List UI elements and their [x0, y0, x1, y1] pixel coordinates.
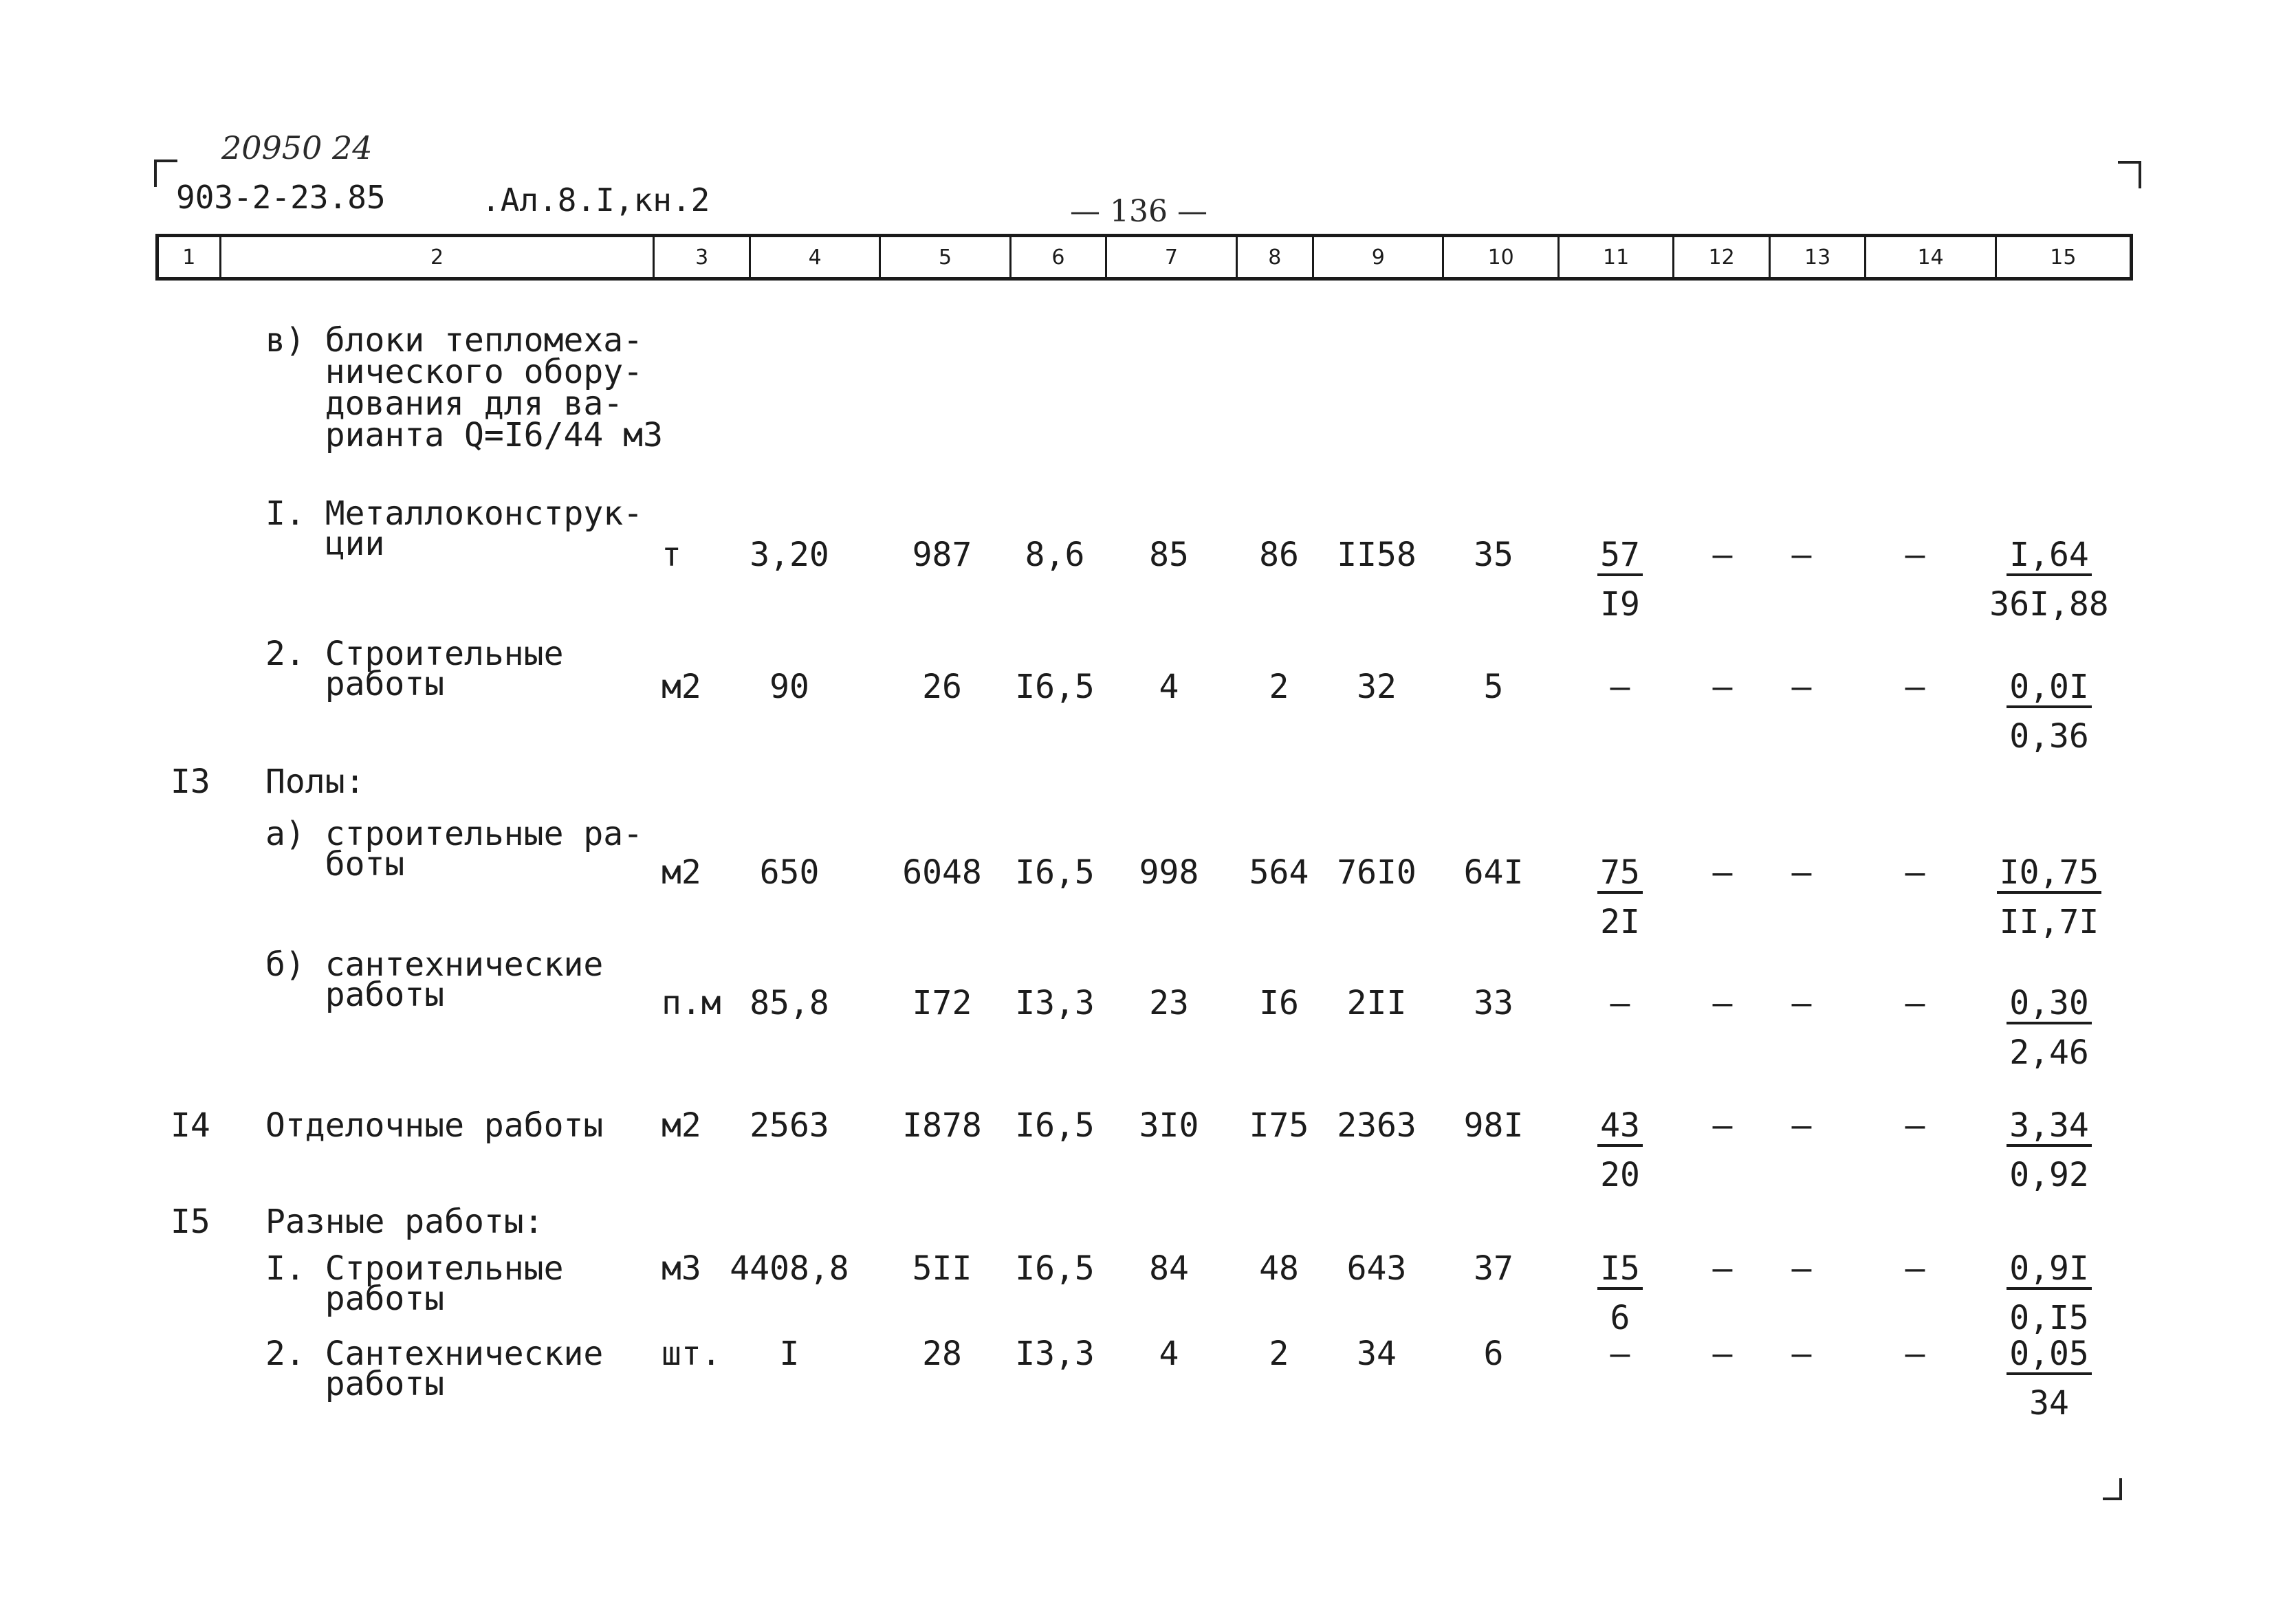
cell-unit: шт.	[662, 1335, 721, 1373]
column-header-1: 1	[182, 245, 196, 270]
cell-c5: 5II	[912, 1249, 972, 1288]
cell-c14: –	[1905, 1335, 1925, 1373]
cell-c9: 76I0	[1337, 853, 1417, 892]
cell-c9: 2363	[1337, 1106, 1417, 1145]
cell-c7: 4	[1159, 1335, 1179, 1373]
cell-c6: I6,5	[1015, 668, 1095, 706]
cell-c13: –	[1791, 984, 1812, 1022]
cell-c15-denominator: 36I,88	[1989, 585, 2109, 624]
cell-c12: –	[1712, 536, 1733, 574]
item-label-line: работы	[265, 1280, 445, 1318]
item-label-line: б) сантехнические	[265, 945, 604, 984]
cell-c13: –	[1791, 853, 1812, 892]
cell-c11-numerator: 57	[1597, 538, 1643, 576]
item-label-line: Разные работы:	[265, 1203, 544, 1241]
cell-c15-numerator: I0,75	[1997, 855, 2102, 894]
item-label-line: Отделочные работы	[265, 1106, 604, 1145]
item-number: I4	[171, 1106, 210, 1145]
cell-c12: –	[1712, 668, 1733, 706]
cell-c9: 2II	[1346, 984, 1407, 1022]
cell-c5: 6048	[902, 853, 982, 892]
column-header-5: 5	[879, 237, 1009, 277]
cell-c8: 48	[1259, 1249, 1299, 1288]
page-number: — 136 —	[1070, 194, 1207, 229]
cell-c10: 35	[1474, 536, 1513, 574]
cell-c7: 4	[1159, 668, 1179, 706]
cell-c15-denominator: 0,36	[2009, 717, 2089, 756]
cell-c15	[1946, 986, 2152, 1070]
handwritten-archive-number: 20950 24	[221, 129, 373, 166]
cell-c14: –	[1905, 1106, 1925, 1145]
column-header-3: 3	[653, 237, 749, 277]
cell-c15-denominator: 34	[2029, 1384, 2069, 1423]
cell-c11-denominator: 2I	[1600, 903, 1640, 941]
column-header-15: 15	[1995, 237, 2130, 277]
cell-c15-numerator: I,64	[2007, 538, 2092, 576]
item-label-line: Полы:	[265, 762, 365, 801]
document-code: 903-2-23.85	[176, 179, 386, 216]
section-heading-line: нического обору-	[265, 353, 644, 391]
column-header-13: 13	[1769, 237, 1865, 277]
cell-c6: I3,3	[1015, 1335, 1095, 1373]
item-label-line: ции	[265, 525, 385, 563]
item-label-line: а) строительные ра-	[265, 815, 644, 853]
column-header-8: 8	[1236, 237, 1313, 277]
column-header-6: 6	[1009, 237, 1106, 277]
cell-c7: 3I0	[1139, 1106, 1199, 1145]
item-label-line: I. Строительные	[265, 1249, 564, 1288]
cell-c10: 64I	[1463, 853, 1524, 892]
cell-c7: 23	[1149, 984, 1189, 1022]
cell-c15-numerator: 0,05	[2007, 1337, 2092, 1375]
cell-c6: 8,6	[1025, 536, 1085, 574]
cell-c12: –	[1712, 1335, 1733, 1373]
item-label-line: I. Металлоконструк-	[265, 494, 644, 533]
cell-c5: 28	[922, 1335, 962, 1373]
cell-unit: п.м	[662, 984, 721, 1022]
cell-c8: I6	[1259, 984, 1299, 1022]
cell-c13: –	[1791, 1249, 1812, 1288]
cell-c6: I6,5	[1015, 853, 1095, 892]
item-label-line: 2. Строительные	[265, 635, 564, 673]
corner-mark-top-right	[2118, 161, 2141, 188]
cell-c15-denominator: 0,92	[2009, 1156, 2089, 1194]
cell-c11-numerator: I5	[1597, 1251, 1643, 1290]
section-heading-line: рианта Q=I6/44 м3	[265, 416, 663, 454]
cell-unit: м2	[662, 668, 701, 706]
item-label-line: 2. Сантехнические	[265, 1335, 604, 1373]
cell-c9: 34	[1357, 1335, 1397, 1373]
cell-c9: II58	[1337, 536, 1417, 574]
cell-c12: –	[1712, 1106, 1733, 1145]
cell-c8: I75	[1249, 1106, 1309, 1145]
cell-c9: 32	[1357, 668, 1397, 706]
cell-c7: 998	[1139, 853, 1199, 892]
column-header-11: 11	[1557, 237, 1672, 277]
cell-c4: 90	[769, 668, 809, 706]
cell-c14: –	[1905, 1249, 1925, 1288]
cell-c15-numerator: 0,30	[2007, 986, 2092, 1024]
cell-c15	[1946, 855, 2152, 939]
cell-c13: –	[1791, 1106, 1812, 1145]
cell-c4: 3,20	[750, 536, 829, 574]
cell-c12: –	[1712, 984, 1733, 1022]
item-label-line: работы	[265, 1365, 445, 1403]
cell-unit: м2	[662, 1106, 701, 1145]
cell-c12: –	[1712, 1249, 1733, 1288]
section-heading-line: дования для ва-	[265, 384, 624, 423]
cell-c4: 650	[759, 853, 820, 892]
cell-c10: 5	[1483, 668, 1504, 706]
cell-c11-numerator: –	[1610, 1335, 1630, 1373]
column-header-10: 10	[1442, 237, 1557, 277]
cell-c15-numerator: 0,0I	[2007, 670, 2092, 708]
section-heading-line: в) блоки тепломеха-	[265, 321, 644, 360]
cell-c13: –	[1791, 668, 1812, 706]
cell-c15	[1946, 1108, 2152, 1192]
item-label-line: боты	[265, 845, 405, 884]
column-header-9: 9	[1312, 237, 1442, 277]
cell-c15-denominator: II,7I	[1999, 903, 2099, 941]
cell-c15-numerator: 3,34	[2007, 1108, 2092, 1147]
cell-unit: м2	[662, 853, 701, 892]
cell-c8: 2	[1269, 1335, 1289, 1373]
cell-c10: 37	[1474, 1249, 1513, 1288]
column-number-header	[155, 234, 2133, 281]
cell-c15	[1946, 1335, 2152, 1423]
cell-c4: 85,8	[750, 984, 829, 1022]
cell-c5: 987	[912, 536, 972, 574]
cell-c4: 2563	[750, 1106, 829, 1145]
cell-c12: –	[1712, 853, 1733, 892]
cell-c10: 33	[1474, 984, 1513, 1022]
cell-c6: I6,5	[1015, 1106, 1095, 1145]
column-header-4: 4	[749, 237, 879, 277]
album-reference: .Ал.8.I,кн.2	[481, 182, 710, 219]
cell-c6: I6,5	[1015, 1249, 1095, 1288]
cell-c4: 4408,8	[730, 1249, 849, 1288]
cell-c15-denominator: 2,46	[2009, 1033, 2089, 1072]
column-header-2: 2	[219, 237, 653, 277]
cell-c11-numerator: –	[1610, 984, 1630, 1022]
cell-c9: 643	[1346, 1249, 1407, 1288]
cell-c15	[1946, 670, 2152, 754]
cell-c13: –	[1791, 536, 1812, 574]
cell-c6: I3,3	[1015, 984, 1095, 1022]
cell-c14: –	[1905, 536, 1925, 574]
item-number: I5	[171, 1203, 210, 1241]
cell-c10: 98I	[1463, 1106, 1524, 1145]
cell-c15-numerator: 0,9I	[2007, 1251, 2092, 1290]
column-header-12: 12	[1672, 237, 1769, 277]
cell-c11-denominator: 20	[1600, 1156, 1640, 1194]
cell-c11-numerator: 43	[1597, 1108, 1643, 1147]
item-number: I3	[171, 762, 210, 801]
cell-c10: 6	[1483, 1335, 1504, 1373]
cell-c7: 84	[1149, 1249, 1189, 1288]
cell-unit: т	[662, 536, 681, 574]
column-header-7: 7	[1105, 237, 1235, 277]
cell-c11-numerator: –	[1610, 668, 1630, 706]
cell-c15-denominator: 0,I5	[2009, 1299, 2089, 1337]
cell-c11-denominator: I9	[1600, 585, 1640, 624]
corner-mark-bottom-right	[2103, 1478, 2122, 1500]
cell-c8: 86	[1259, 536, 1299, 574]
cell-c5: I72	[912, 984, 972, 1022]
cell-c5: 26	[922, 668, 962, 706]
cell-c14: –	[1905, 853, 1925, 892]
item-label-line: работы	[265, 976, 445, 1014]
corner-mark-top-left	[154, 160, 177, 187]
cell-c13: –	[1791, 1335, 1812, 1373]
cell-c15	[1946, 538, 2152, 622]
cell-c14: –	[1905, 984, 1925, 1022]
cell-c4: I	[779, 1335, 800, 1373]
cell-c11-numerator: 75	[1597, 855, 1643, 894]
cell-unit: м3	[662, 1249, 701, 1288]
cell-c7: 85	[1149, 536, 1189, 574]
cell-c5: I878	[902, 1106, 982, 1145]
cell-c8: 2	[1269, 668, 1289, 706]
cell-c14: –	[1905, 668, 1925, 706]
cell-c15	[1946, 1251, 2152, 1335]
cell-c11-denominator: 6	[1610, 1299, 1630, 1337]
cell-c8: 564	[1249, 853, 1309, 892]
column-header-14: 14	[1864, 237, 1994, 277]
item-label-line: работы	[265, 665, 445, 703]
